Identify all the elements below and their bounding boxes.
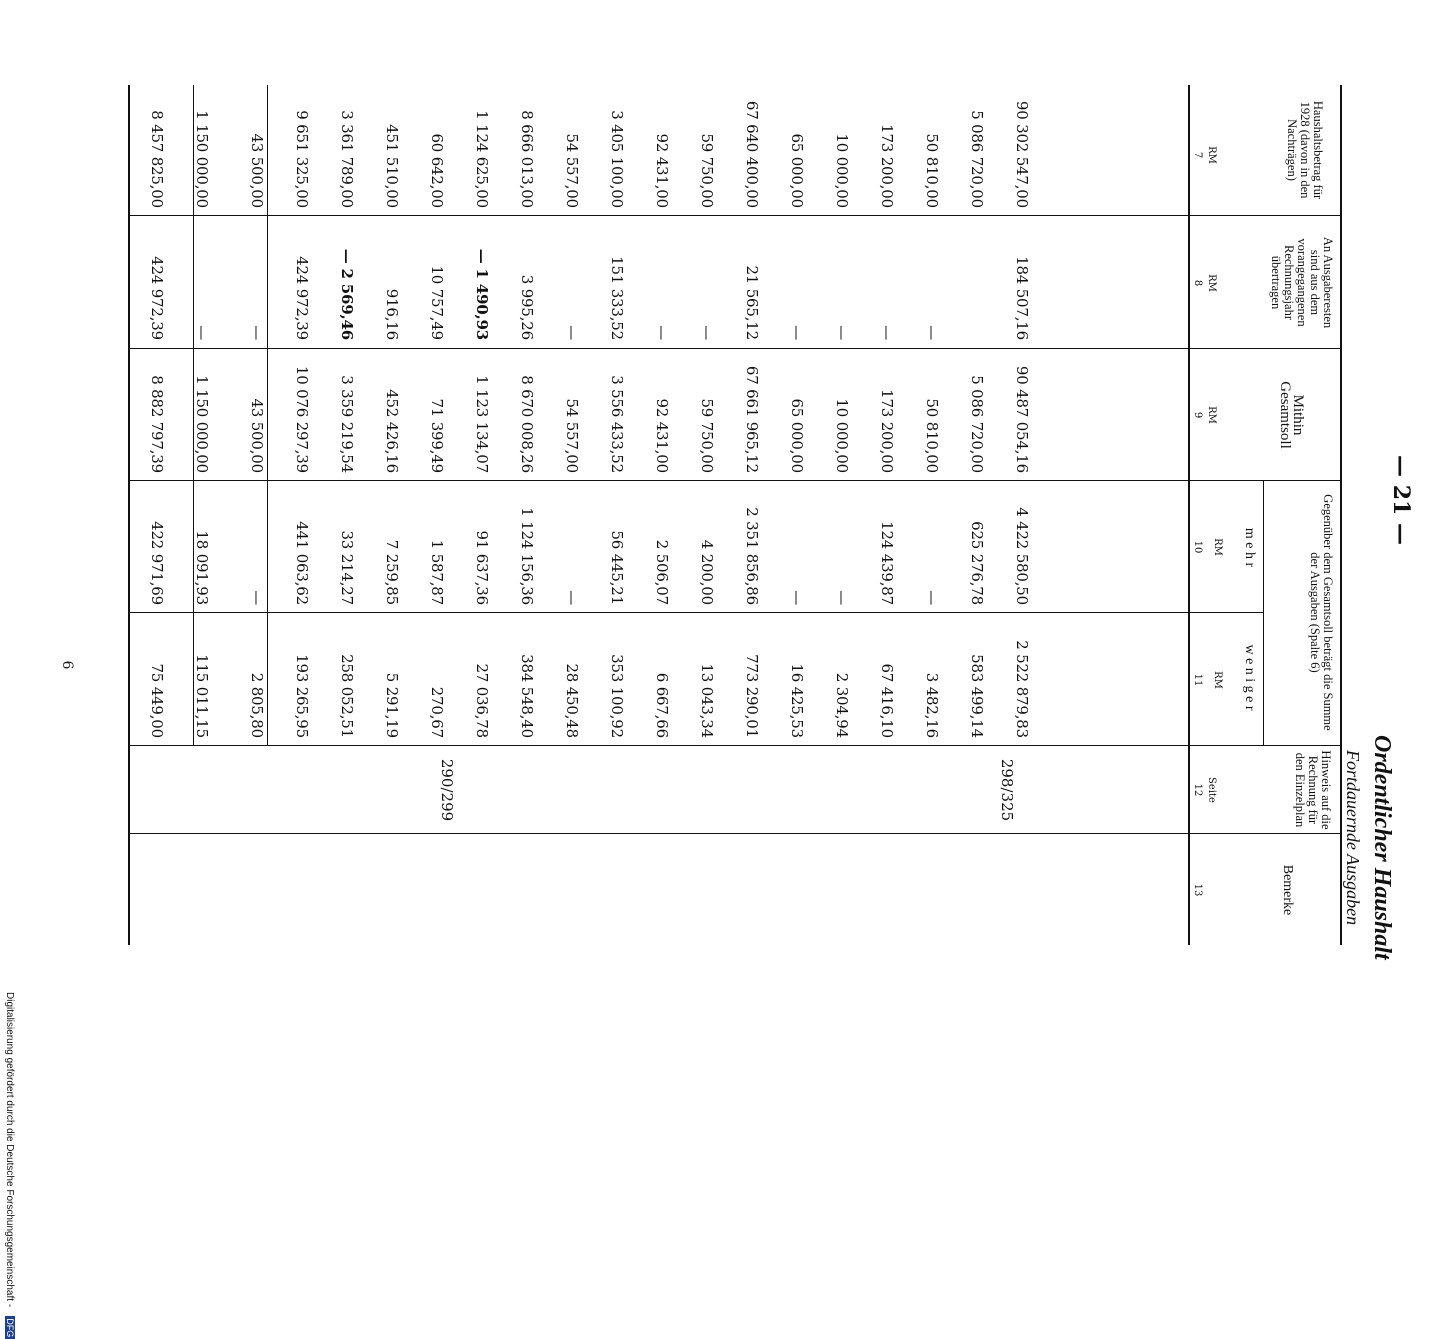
table-cell-c9: 1 123 134,07 [473, 375, 491, 473]
table-cell-c11: 773 290,01 [743, 654, 761, 738]
table-cell-c8: — [923, 325, 941, 340]
col-sep-7-8 [130, 215, 1342, 216]
table-cell-c7: 50 810,00 [923, 133, 941, 208]
table-cell-c10: 4 200,00 [698, 539, 716, 605]
col-sep-8-9 [130, 348, 1342, 349]
colnum-13: 13 [1192, 883, 1203, 897]
table-cell-c8: 424 972,39 [148, 256, 166, 340]
table-cell-c8: 10 757,49 [428, 265, 446, 340]
colnum-11: 11 [1192, 673, 1203, 687]
table-cell-c11: 353 100,92 [608, 654, 626, 738]
table-cell-c7: 1 150 000,00 [193, 110, 211, 208]
table-cell-c10: 1 124 156,36 [518, 507, 536, 605]
table-cell-c7: 54 557,00 [563, 133, 581, 208]
table-cell-c7: 3 405 100,00 [608, 110, 626, 208]
table-cell-c8: 916,16 [383, 288, 401, 340]
colnum-12: 12 [1192, 783, 1203, 797]
table-cell-c11: 258 052,51 [338, 654, 356, 738]
table-cell-c7: 8 457 825,00 [148, 110, 166, 208]
table-cell-c10: 2 506,07 [653, 539, 671, 605]
table-cell-c7: 43 500,00 [248, 133, 266, 208]
unit-col12: Seite [1206, 777, 1217, 803]
table-cell-c9: 1 150 000,00 [193, 375, 211, 473]
table-cell-c9: 10 076 297,39 [293, 365, 311, 473]
colnum-8: 8 [1192, 279, 1203, 287]
table-cell-c7: 8 666 013,00 [518, 110, 536, 208]
ref-290-299: 290/299 [438, 758, 456, 822]
dfg-logo: DFG [5, 1318, 15, 1338]
table-cell-c11: 16 425,53 [788, 663, 806, 738]
table-cell-c8: — [698, 325, 716, 340]
table-cell-c8: — [653, 325, 671, 340]
table-cell-c7: 173 200,00 [878, 124, 896, 208]
page-title: Ordentlicher Haushalt [1369, 735, 1395, 960]
header-col8: An Ausgaberesten sind aus dem vorangegangenen Rechnungsjahr übertragen [1269, 236, 1335, 329]
table-cell-c7: 60 642,00 [428, 133, 446, 208]
page-foot-mark: 6 [59, 660, 75, 670]
table-cell-c7: 9 651 325,00 [293, 110, 311, 208]
rule-top [1340, 85, 1342, 945]
table-cell-c9: 8 670 008,26 [518, 375, 536, 473]
table-cell-c10: 91 637,36 [473, 530, 491, 605]
page-number: — 21 — [1388, 455, 1414, 545]
colnum-10: 10 [1192, 540, 1203, 554]
col-sep-11-12 [130, 745, 1342, 746]
col-sep-9-10 [130, 480, 1342, 481]
table-cell-c8: 3 995,26 [518, 274, 536, 340]
header-col11: w e n i g e r [1242, 644, 1257, 711]
table-cell-c10: 7 259,85 [383, 539, 401, 605]
table-cell-c9: 5 086 720,00 [968, 375, 986, 473]
margin-text: Digitalisierung gefördert durch die Deutsche Forschungsgemeinschaft - [4, 992, 15, 1308]
table-cell-c10: — [248, 590, 266, 605]
table-cell-c9: 59 750,00 [698, 398, 716, 473]
table-cell-c11: 3 482,16 [923, 672, 941, 738]
table-cell-c9: 54 557,00 [563, 398, 581, 473]
table-cell-c7: 67 640 400,00 [743, 100, 761, 208]
table-cell-c9: 3 359 219,54 [338, 375, 356, 473]
table-cell-c10: 2 351 856,86 [743, 507, 761, 605]
table-cell-c8: — [878, 325, 896, 340]
table-cell-c11: 28 450,48 [563, 663, 581, 738]
table-cell-c7: 92 431,00 [653, 133, 671, 208]
table-cell-c11: 27 036,78 [473, 663, 491, 738]
table-cell-c10: 422 971,69 [148, 521, 166, 605]
table-cell-c8: — 1 490,93 [473, 248, 491, 340]
table-cell-c7: 90 302 547,00 [1013, 100, 1031, 208]
table-cell-c8: — [193, 325, 211, 340]
table-cell-c8: — [833, 325, 851, 340]
colnum-9: 9 [1192, 411, 1203, 419]
table-cell-c9: 173 200,00 [878, 389, 896, 473]
unit-col8: RM [1206, 274, 1217, 292]
table-cell-c10: — [923, 590, 941, 605]
header-col9: Mithin Gesamtsoll [1277, 381, 1306, 449]
table-cell-c7: 5 086 720,00 [968, 110, 986, 208]
page-subtitle: Fortdauernde Ausgaben [1343, 750, 1363, 926]
table-cell-c8: 424 972,39 [293, 256, 311, 340]
table-cell-c10: — [788, 590, 806, 605]
table-cell-c9: 71 399,49 [428, 398, 446, 473]
table-cell-c9: 3 556 433,52 [608, 375, 626, 473]
unit-col9: RM [1206, 406, 1217, 424]
table-cell-c9: 50 810,00 [923, 398, 941, 473]
rule-subtotal-1 [267, 85, 268, 745]
table-cell-c7: 3 361 789,00 [338, 110, 356, 208]
table-cell-c11: 75 449,00 [148, 663, 166, 738]
table-cell-c10: 441 063,62 [293, 521, 311, 605]
table-cell-c11: 2 304,94 [833, 672, 851, 738]
rule-bottom [128, 85, 130, 945]
header-col13: Bemerke [1280, 864, 1295, 916]
table-cell-c11: 67 416,10 [878, 663, 896, 738]
table-cell-c9: 8 882 797,39 [148, 375, 166, 473]
table-cell-c8: — 2 569,46 [338, 248, 356, 340]
table-cell-c11: 115 011,15 [193, 654, 211, 738]
table-cell-c8: — [788, 325, 806, 340]
table-cell-c11: 5 291,19 [383, 672, 401, 738]
col-sep-12-13 [130, 833, 1342, 834]
table-cell-c8: 184 507,16 [1013, 256, 1031, 340]
table-cell-c8: — [248, 325, 266, 340]
rule-header-bottom [1188, 85, 1190, 945]
table-cell-c10: 4 422 580,50 [1013, 507, 1031, 605]
table-cell-c10: 1 587,87 [428, 539, 446, 605]
table-cell-c9: 90 487 054,16 [1013, 365, 1031, 473]
table-cell-c9: 10 000,00 [833, 398, 851, 473]
header-col12: Hinweis auf die Rechnung für den Einzelplan [1293, 750, 1333, 830]
unit-col11: RM [1212, 671, 1223, 689]
table-cell-c7: 10 000,00 [833, 133, 851, 208]
table-cell-c10: 124 439,87 [878, 521, 896, 605]
table-cell-c10: — [833, 590, 851, 605]
table-cell-c11: 13 043,34 [698, 663, 716, 738]
unit-col7: RM [1206, 146, 1217, 164]
table-cell-c9: 67 661 965,12 [743, 365, 761, 473]
table-cell-c7: 1 124 625,00 [473, 110, 491, 208]
table-cell-c10: 625 276,78 [968, 521, 986, 605]
col-sep-10-11 [130, 612, 1264, 613]
table-cell-c11: 270,67 [428, 686, 446, 738]
table-cell-c11: 384 548,40 [518, 654, 536, 738]
table-cell-c11: 2 805,80 [248, 672, 266, 738]
table-cell-c10: 33 214,27 [338, 530, 356, 605]
table-cell-c10: 56 445,21 [608, 530, 626, 605]
table-cell-c9: 65 000,00 [788, 398, 806, 473]
table-cell-c10: 18 091,93 [193, 530, 211, 605]
table-cell-c7: 65 000,00 [788, 133, 806, 208]
table-cell-c7: 59 750,00 [698, 133, 716, 208]
table-cell-c9: 43 500,00 [248, 398, 266, 473]
table-cell-c8: — [563, 325, 581, 340]
table-cell-c11: 193 265,95 [293, 654, 311, 738]
margin-note [3, 992, 22, 1339]
header-col10: m e h r [1242, 527, 1257, 568]
table-cell-c10: — [563, 590, 581, 605]
table-cell-c8: 21 565,12 [743, 265, 761, 340]
header-col7: Haushaltsbetrag für 1928 (davon in den Nachträgen) [1285, 100, 1325, 200]
unit-col10: RM [1212, 538, 1223, 556]
header-col10-11: Gegenüber dem Gesamtsoll beträgt die Summe der Ausgaben (Spalte 6) [1308, 494, 1335, 731]
colnum-7: 7 [1192, 151, 1203, 159]
table-cell-c11: 6 667,66 [653, 672, 671, 738]
table-cell-c11: 2 522 879,83 [1013, 640, 1031, 738]
table-cell-c9: 92 431,00 [653, 398, 671, 473]
table-cell-c7: 451 510,00 [383, 124, 401, 208]
rule-group-split [1263, 480, 1264, 745]
table-cell-c9: 452 426,16 [383, 389, 401, 473]
table-cell-c11: 583 499,14 [968, 654, 986, 738]
ref-298-325: 298/325 [998, 758, 1016, 822]
table-cell-c8: 151 333,52 [608, 256, 626, 340]
